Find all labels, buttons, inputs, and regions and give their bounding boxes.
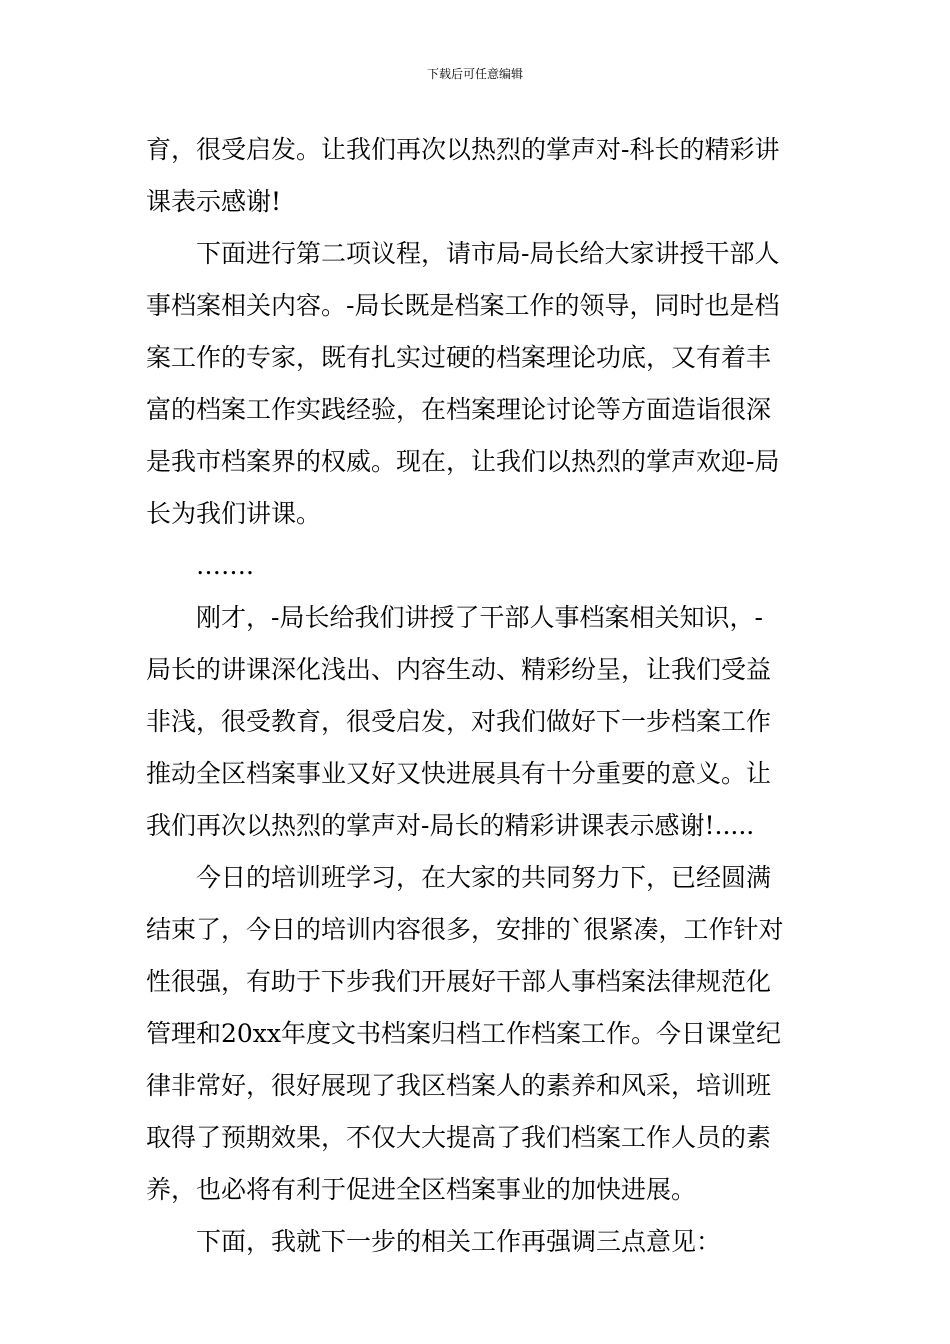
text-line: 事档案相关内容。-局长既是档案工作的领导，同时也是档: [146, 291, 780, 320]
text-line: 课表示感谢!: [146, 187, 282, 216]
text-line: 养，也必将有利于促进全区档案事业的加快进展。: [146, 1175, 697, 1204]
text-line: 管理和20xx年度文书档案归档工作档案工作。今日课堂纪: [146, 1019, 782, 1048]
text-line: 是我市档案界的权威。现在，让我们以热烈的掌声欢迎-局: [146, 447, 780, 476]
text-line: 推动全区档案事业又好又快进展具有十分重要的意义。让: [146, 759, 772, 788]
text-line: 结束了，今日的培训内容很多，安排的`很紧凑，工作针对: [146, 915, 784, 944]
paragraph-start-line: 下面，我就下一步的相关工作再强调三点意见：: [196, 1227, 722, 1256]
paragraph-start-line: 今日的培训班学习，在大家的共同努力下，已经圆满: [196, 863, 772, 892]
text-line: 取得了预期效果，不仅大大提高了我们档案工作人员的素: [146, 1123, 772, 1152]
text-line: 长为我们讲课。: [146, 499, 322, 528]
page-header: 下载后可任意编辑: [426, 67, 523, 81]
document-body: [146, 124, 810, 1268]
text-line: 律非常好，很好展现了我区档案人的素养和风采，培训班: [146, 1071, 772, 1100]
text-line: 非浅，很受教育，很受启发，对我们做好下一步档案工作: [146, 707, 772, 736]
text-line: 性很强，有助于下步我们开展好干部人事档案法律规范化: [146, 967, 772, 996]
paragraph-start-line: 刚才，-局长给我们讲授了干部人事档案相关知识，-: [196, 603, 763, 632]
text-line: 局长的讲课深化浅出、内容生动、精彩纷呈，让我们受益: [146, 655, 772, 684]
text-line: 我们再次以热烈的掌声对-局长的精彩讲课表示感谢!.....: [146, 811, 755, 840]
text-line: 富的档案工作实践经验，在档案理论讨论等方面造诣很深: [146, 395, 772, 424]
paragraph-start-line: 下面进行第二项议程，请市局-局长给大家讲授干部人: [196, 239, 780, 268]
ellipsis-line: …….: [196, 551, 254, 580]
text-line: 案工作的专家，既有扎实过硬的档案理论功底，又有着丰: [146, 343, 772, 372]
text-line: 育，很受启发。让我们再次以热烈的掌声对-科长的精彩讲: [146, 135, 780, 164]
